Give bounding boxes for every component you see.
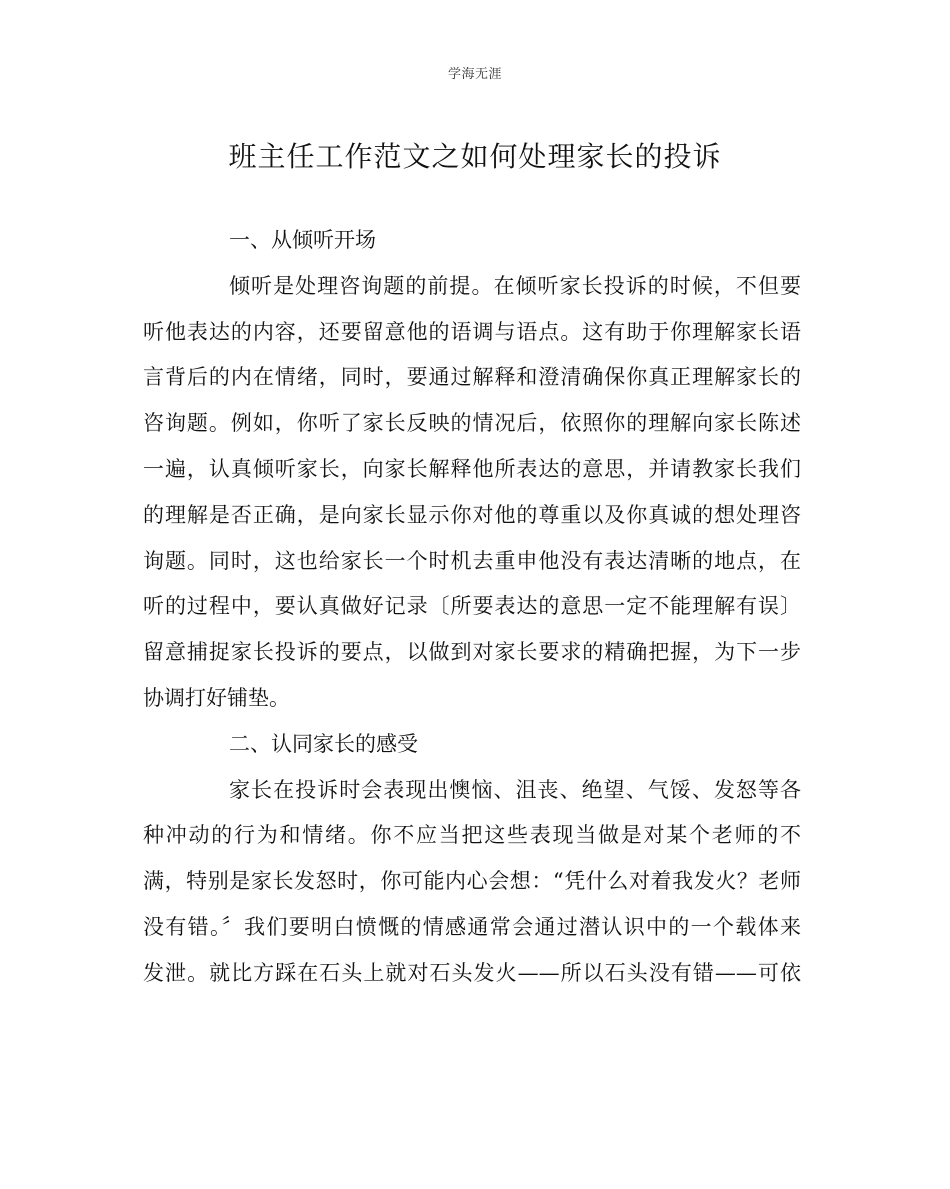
- paragraph-line: 听的过程中，要认真做好记录〔所要表达的意思一定不能理解有误〕: [143, 594, 801, 619]
- paragraph-line: 种冲动的行为和情绪。你不应当把这些表现当做是对某个老师的不: [143, 823, 801, 848]
- section-heading-2: 二、认同家长的感受: [229, 731, 418, 756]
- paragraph-line: 倾听是处理咨询题的前提。在倾听家长投诉的时候，不但要: [229, 273, 801, 298]
- paragraph-line: 听他表达的内容，还要留意他的语调与语点。这有助于你理解家长语: [143, 319, 801, 344]
- paragraph-line: 没有错。〞我们要明白愤慨的情感通常会通过潜认识中的一个载体来: [143, 914, 801, 939]
- document-title: 班主任工作范文之如何处理家长的投诉: [228, 140, 722, 173]
- paragraph-line: 一遍，认真倾听家长，向家长解释他所表达的意思，并请教家长我们: [143, 456, 801, 481]
- section-heading-1: 一、从倾听开场: [229, 228, 376, 252]
- paragraph-line: 发泄。就比方踩在石头上就对石头发火——所以石头没有错——可依: [143, 960, 801, 985]
- paragraph-line: 留意捕捉家长投诉的要点，以做到对家长要求的精确把握，为下一步: [143, 640, 801, 665]
- page-header: 学海无涯: [447, 67, 502, 82]
- document-body: [143, 218, 801, 997]
- paragraph-line: 满，特别是家长发怒时，你可能内心会想：“凭什么对着我发火？老师: [143, 869, 801, 894]
- paragraph-line: 言背后的内在情绪，同时，要通过解释和澄清确保你真正理解家长的: [143, 365, 801, 390]
- paragraph-line: 的理解是否正确，是向家长显示你对他的尊重以及你真诚的想处理咨: [143, 502, 801, 527]
- paragraph-line: 询题。同时，这也给家长一个时机去重申他没有表达清晰的地点，在: [143, 548, 801, 573]
- paragraph-line: 家长在投诉时会表现出懊恼、沮丧、绝望、气馁、发怒等各: [229, 777, 801, 802]
- paragraph-line: 协调打好铺垫。: [143, 685, 290, 710]
- paragraph-line: 咨询题。例如，你听了家长反映的情况后，依照你的理解向家长陈述: [143, 411, 801, 436]
